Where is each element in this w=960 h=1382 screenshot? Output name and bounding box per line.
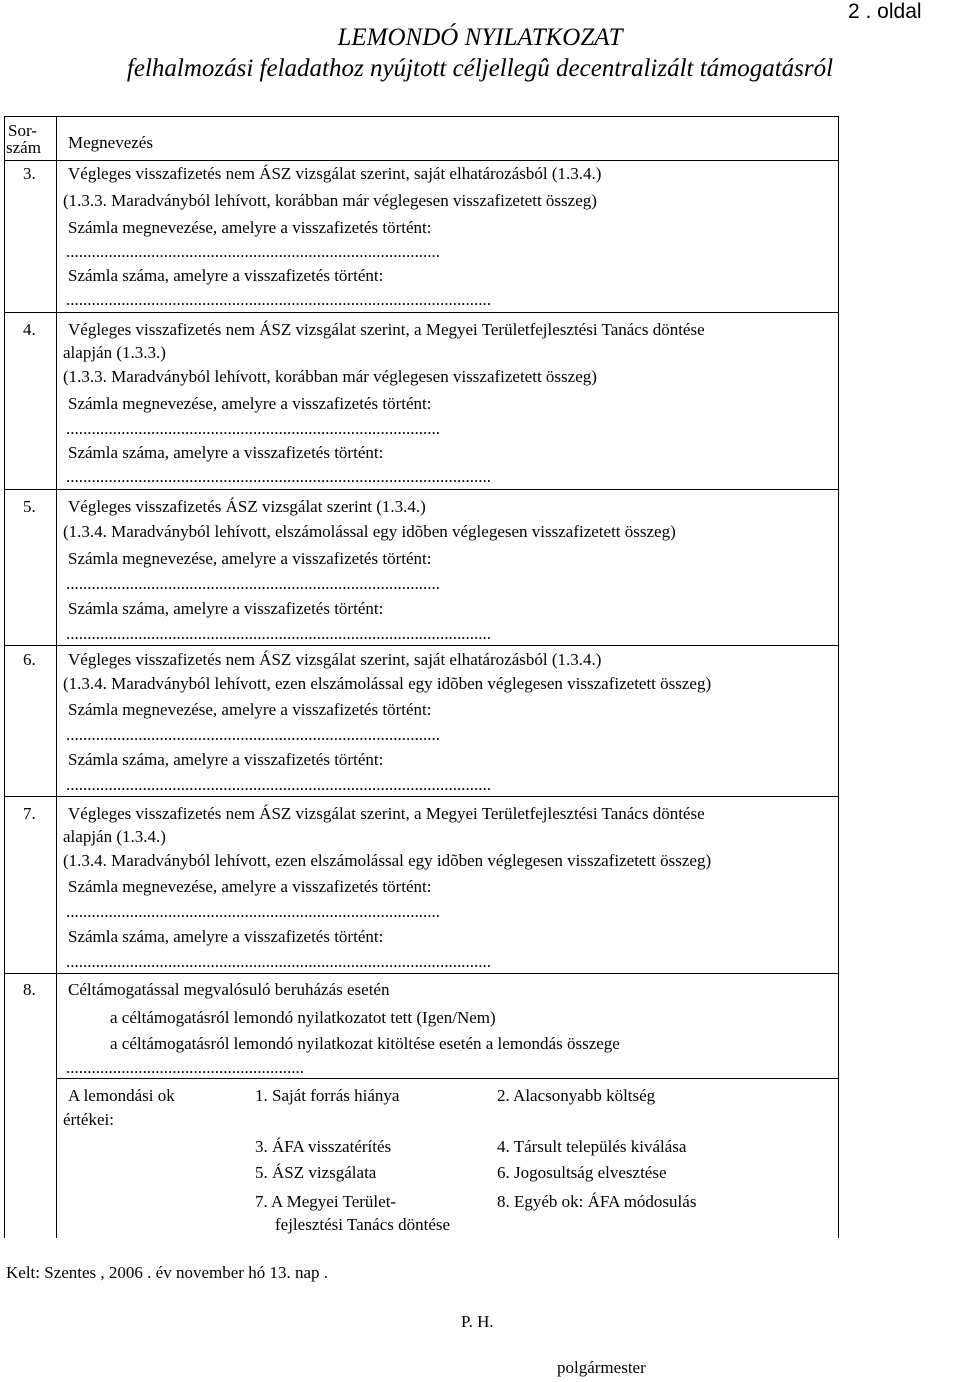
account-number-label: Számla száma, amelyre a visszafizetés történt: (68, 750, 384, 769)
account-number-field[interactable]: .................................................................................................... (66, 467, 491, 486)
row-number: 3. (23, 164, 36, 183)
account-name-field[interactable]: ........................................................................................ (66, 574, 440, 593)
stamp-place: P. H. (461, 1312, 494, 1331)
row-separator (4, 796, 838, 797)
row-separator (4, 312, 838, 313)
row-separator (4, 973, 838, 974)
account-name-label: Számla megnevezése, amelyre a visszafizetés történt: (68, 549, 432, 568)
column-header-sorszam: Sor- (8, 121, 37, 140)
date-line: Kelt: Szentes , 2006 . év november hó 13. nap . (6, 1263, 328, 1282)
row-subtitle: (1.3.4. Maradványból lehívott, ezen elszámolással egy idõben véglegesen visszafizetett összeg) (63, 851, 712, 870)
reason-option: 8. Egyéb ok: ÁFA módosulás (497, 1192, 697, 1211)
account-name-field[interactable]: ........................................................................................ (66, 419, 440, 438)
row-separator (56, 1078, 838, 1079)
reason-option: 2. Alacsonyabb költség (497, 1086, 656, 1105)
row-title-continued: alapján (1.3.3.) (63, 343, 166, 362)
reason-option: 4. Társult település kiválása (497, 1137, 687, 1156)
row-number: 6. (23, 650, 36, 669)
row-title-continued: alapján (1.3.4.) (63, 827, 166, 846)
signer-title: polgármester (557, 1358, 646, 1377)
row-title: Céltámogatással megvalósuló beruházás esetén (68, 980, 390, 999)
row-separator (4, 645, 838, 646)
column-header-sorszam: szám (6, 138, 41, 157)
row-title: Végleges visszafizetés ÁSZ vizsgálat szerint (1.3.4.) (68, 497, 426, 516)
reason-option: 3. ÁFA visszatérítés (255, 1137, 392, 1156)
reasons-label: A lemondási ok (68, 1086, 175, 1105)
row-subtitle: (1.3.4. Maradványból lehívott, elszámolással egy idõben véglegesen visszafizetett összeg) (63, 522, 676, 541)
account-number-label: Számla száma, amelyre a visszafizetés történt: (68, 599, 384, 618)
row-number: 5. (23, 497, 36, 516)
reason-option-continued: fejlesztési Tanács döntése (275, 1215, 451, 1234)
account-number-label: Számla száma, amelyre a visszafizetés történt: (68, 266, 384, 285)
column-header-megnevezes: Megnevezés (68, 133, 153, 152)
row-subtitle: (1.3.3. Maradványból lehívott, korábban már véglegesen visszafizetett összeg) (63, 367, 597, 386)
row-title: Végleges visszafizetés nem ÁSZ vizsgálat szerint, saját elhatározásból (1.3.4.) (68, 650, 602, 669)
row-number: 7. (23, 804, 36, 823)
account-number-field[interactable]: .................................................................................................... (66, 624, 491, 643)
row-subtitle: (1.3.3. Maradványból lehívott, korábban már véglegesen visszafizetett összeg) (63, 191, 597, 210)
waiver-statement-field[interactable]: a céltámogatásról lemondó nyilatkozatot tett (Igen/Nem) (110, 1008, 496, 1027)
account-number-field[interactable]: .................................................................................................... (66, 952, 491, 971)
row-title: Végleges visszafizetés nem ÁSZ vizsgálat szerint, a Megyei Területfejlesztési Tanács döntése (68, 320, 705, 339)
account-name-field[interactable]: ........................................................................................ (66, 725, 440, 744)
row-number: 4. (23, 320, 36, 339)
table-left-border (4, 116, 5, 1238)
reason-option: 6. Jogosultság elvesztése (497, 1163, 667, 1182)
table-top-border (4, 116, 838, 117)
table-right-border (838, 116, 839, 1238)
row-title: Végleges visszafizetés nem ÁSZ vizsgálat szerint, saját elhatározásból (1.3.4.) (68, 164, 602, 183)
account-name-label: Számla megnevezése, amelyre a visszafizetés történt: (68, 877, 432, 896)
account-number-field[interactable]: .................................................................................................... (66, 290, 491, 309)
account-name-label: Számla megnevezése, amelyre a visszafizetés történt: (68, 700, 432, 719)
account-number-label: Számla száma, amelyre a visszafizetés történt: (68, 927, 384, 946)
page-number: 2 . oldal (848, 0, 922, 23)
document-title: LEMONDÓ NYILATKOZAT (337, 24, 623, 51)
waiver-amount-label: a céltámogatásról lemondó nyilatkozat kitöltése esetén a lemondás összege (110, 1034, 620, 1053)
account-number-label: Számla száma, amelyre a visszafizetés történt: (68, 443, 384, 462)
account-name-field[interactable]: ........................................................................................ (66, 902, 440, 921)
account-number-field[interactable]: .................................................................................................... (66, 775, 491, 794)
waiver-amount-field[interactable]: ........................................................ (66, 1058, 304, 1077)
reasons-label: értékei: (63, 1110, 114, 1129)
row-number: 8. (23, 980, 36, 999)
reason-option: 1. Saját forrás hiánya (255, 1086, 400, 1105)
table-header-bottom-border (4, 160, 838, 161)
document-subtitle: felhalmozási feladathoz nyújtott céljellegû decentralizált támogatásról (126, 55, 834, 82)
row-title: Végleges visszafizetés nem ÁSZ vizsgálat szerint, a Megyei Területfejlesztési Tanács döntése (68, 804, 705, 823)
reason-option: 7. A Megyei Terület- (255, 1192, 397, 1211)
table-column-divider (56, 116, 57, 1238)
reason-option: 5. ÁSZ vizsgálata (255, 1163, 377, 1182)
row-subtitle: (1.3.4. Maradványból lehívott, ezen elszámolással egy idõben véglegesen visszafizetett összeg) (63, 674, 712, 693)
account-name-field[interactable]: ........................................................................................ (66, 242, 440, 261)
account-name-label: Számla megnevezése, amelyre a visszafizetés történt: (68, 394, 432, 413)
row-separator (4, 489, 838, 490)
account-name-label: Számla megnevezése, amelyre a visszafizetés történt: (68, 218, 432, 237)
